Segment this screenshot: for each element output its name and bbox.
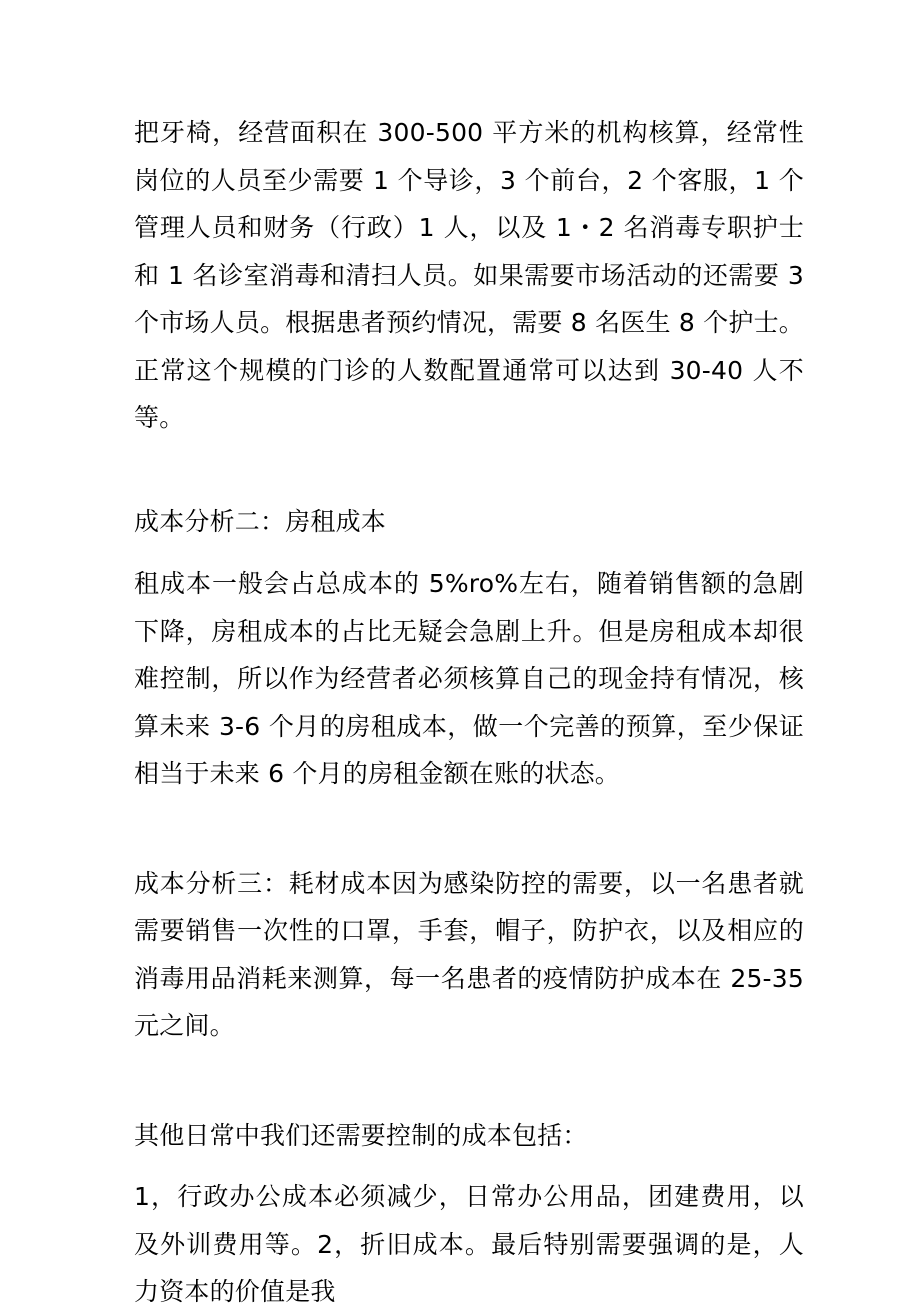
paragraph-other-costs-intro: 其他日常中我们还需要控制的成本包括： — [134, 1120, 588, 1150]
paragraph-consumables-cost: 成本分析三：耗材成本因为感染防控的需要，以一名患者就需要销售一次性的口罩，手套，帽子，防护衣，以及相应的消毒用品消耗来测算，每一名患者的疫情防护成本在 25-35 元之间。 — [134, 868, 804, 1040]
section-heading-rent-cost: 成本分析二：房租成本 — [134, 506, 387, 536]
paragraph-other-costs-list: 1，行政办公成本必须减少，日常办公用品，团建费用，以及外训费用等。2，折旧成本。最后特别需要强调的是，人力资本的价值是我 — [134, 1182, 804, 1306]
paragraph-staffing: 把牙椅，经营面积在 300-500 平方米的机构核算，经常性岗位的人员至少需要 1 个导诊，3 个前台，2 个客服，1 个管理人员和财务（行政）1 人，以及 1・2 名消毒专职护士和 1 名诊室消毒和清扫人员。如果需要市场活动的还需要 3 个市场人员。根据患者预约情况，需要 8 名医生 8 个护士。正常这个规模的门诊的人数配置通常可以达到 30-40 人不等。 — [134, 118, 804, 432]
document-page — [134, 100, 804, 1316]
paragraph-rent-cost: 租成本一般会占总成本的 5%ro%左右，随着销售额的急剧下降，房租成本的占比无疑会急剧上升。但是房租成本却很难控制，所以作为经营者必须核算自己的现金持有情况，核算未来 3-6 个月的房租成本，做一个完善的预算，至少保证相当于未来 6 个月的房租金额在账的状态。 — [134, 569, 804, 788]
